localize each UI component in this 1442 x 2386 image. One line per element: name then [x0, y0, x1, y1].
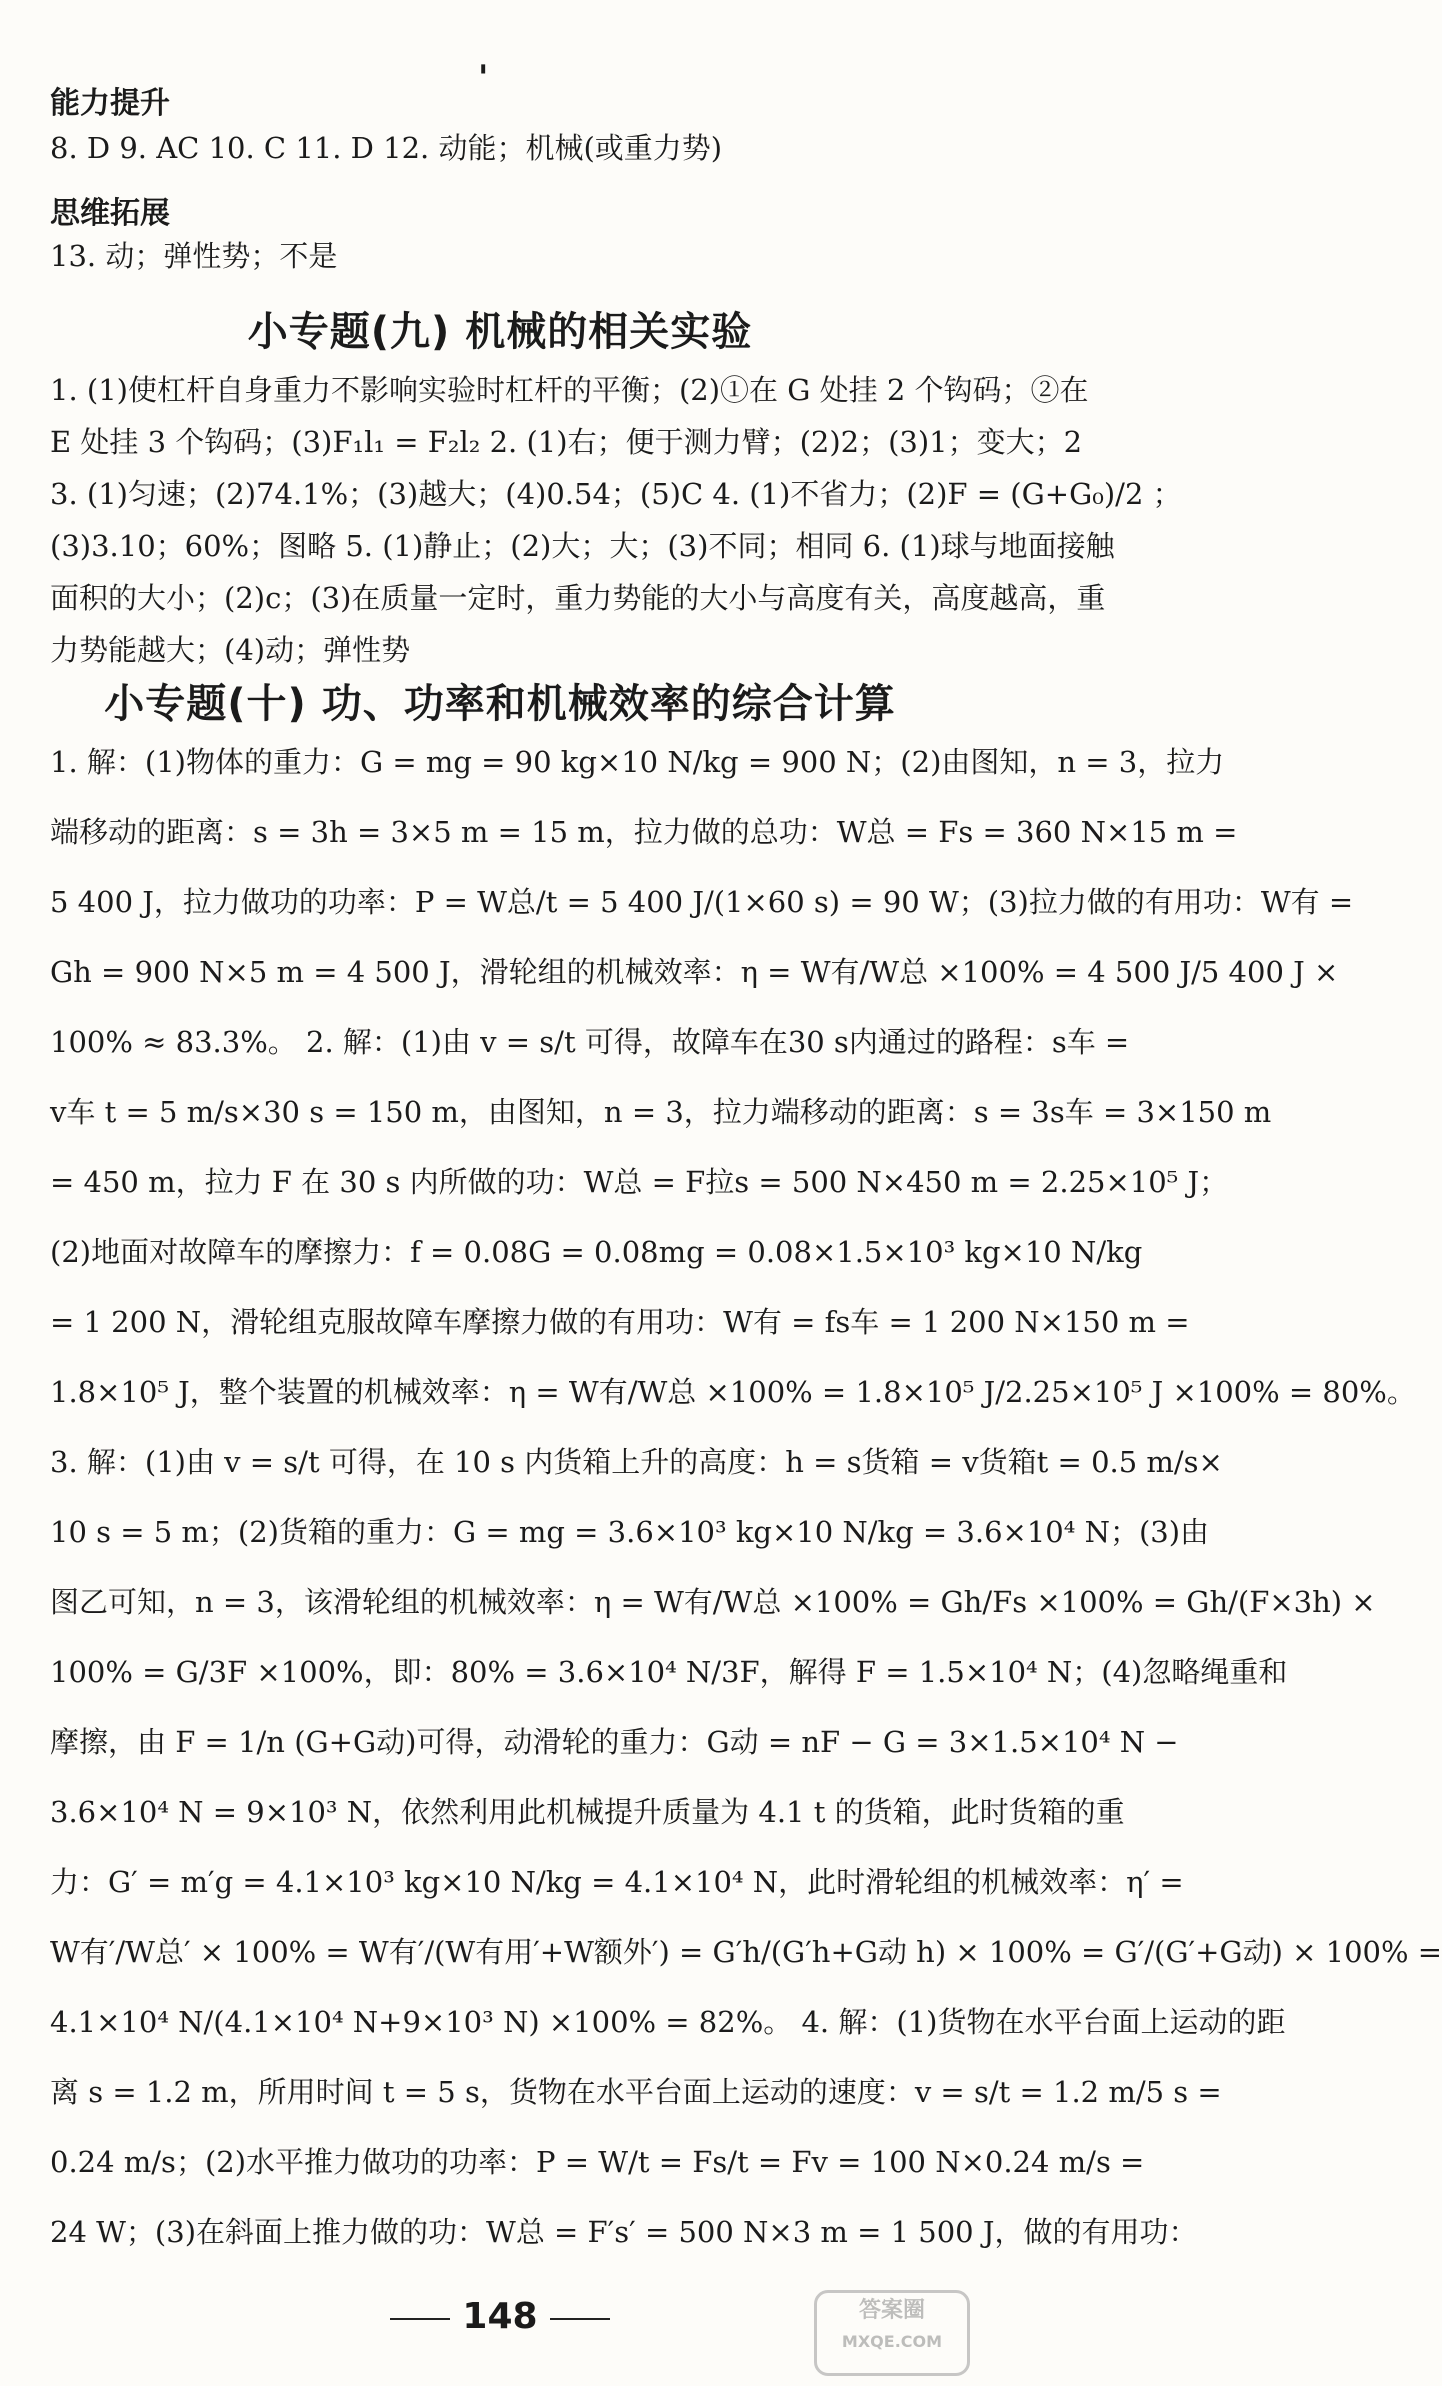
- topic10-title: 小专题(十) 功、功率和机械效率的综合计算: [104, 681, 896, 727]
- watermark-logo: 答案圈 MXQE.COM: [814, 2290, 970, 2376]
- topic10-line: 力：G′ = m′g = 4.1×10³ kg×10 N/kg = 4.1×10⁴ N，此时滑轮组的机械效率：η′ =: [50, 1865, 1184, 1899]
- topic9-line: 面积的大小；(2)c；(3)在质量一定时，重力势能的大小与高度有关，高度越高，重: [50, 581, 1106, 615]
- topic10-line: = 450 m，拉力 F 在 30 s 内所做的功：W总 = F拉s = 500 N×450 m = 2.25×10⁵ J；: [50, 1165, 1229, 1199]
- topic10-line: 100% = G/3F ×100%，即：80% = 3.6×10⁴ N/3F，解得 F = 1.5×10⁴ N；(4)忽略绳重和: [50, 1655, 1288, 1689]
- topic10-line: 摩擦，由 F = 1/n (G+G动)可得，动滑轮的重力：G动 = nF − G = 3×1.5×10⁴ N −: [50, 1725, 1179, 1759]
- topic9-line: 1. (1)使杠杆自身重力不影响实验时杠杆的平衡；(2)①在 G 处挂 2 个钩码；②在: [50, 373, 1089, 407]
- topic10-line: 4.1×10⁴ N/(4.1×10⁴ N+9×10³ N) ×100% = 82%。 4. 解：(1)货物在水平台面上运动的距: [50, 2005, 1286, 2039]
- ability-answers: 8. D 9. AC 10. C 11. D 12. 动能；机械(或重力势): [50, 131, 723, 165]
- topic9-title: 小专题(九) 机械的相关实验: [247, 309, 753, 355]
- topic9-line: (3)3.10；60%；图略 5. (1)静止；(2)大；大；(3)不同；相同 6. (1)球与地面接触: [50, 529, 1115, 563]
- footer-dash-right: [550, 2318, 610, 2320]
- topic10-line: 3. 解：(1)由 v = s/t 可得，在 10 s 内货箱上升的高度：h = s货箱 = v货箱t = 0.5 m/s×: [50, 1445, 1223, 1479]
- topic10-line: = 1 200 N，滑轮组克服故障车摩擦力做的有用功：W有 = fs车 = 1 200 N×150 m =: [50, 1305, 1190, 1339]
- topic10-line: 5 400 J，拉力做功的功率：P = W总/t = 5 400 J/(1×60 s) = 90 W；(3)拉力做的有用功：W有 =: [50, 885, 1354, 919]
- top-mark: ': [478, 58, 489, 98]
- thinking-answer: 13. 动；弹性势；不是: [50, 239, 338, 273]
- topic9-line: 3. (1)匀速；(2)74.1%；(3)越大；(4)0.54；(5)C 4. (1)不省力；(2)F = (G+G₀)/2 ；: [50, 477, 1182, 511]
- topic9-line: 力势能越大；(4)动；弹性势: [50, 633, 411, 667]
- topic10-line: 24 W；(3)在斜面上推力做的功：W总 = F′s′ = 500 N×3 m = 1 500 J，做的有用功：: [50, 2215, 1198, 2249]
- topic10-line: 100% ≈ 83.3%。 2. 解：(1)由 v = s/t 可得，故障车在30 s内通过的路程：s车 =: [50, 1025, 1130, 1059]
- topic10-line: Gh = 900 N×5 m = 4 500 J，滑轮组的机械效率：η = W有/W总 ×100% = 4 500 J/5 400 J ×: [50, 955, 1339, 989]
- section-thinking-label: 思维拓展: [50, 196, 170, 231]
- topic10-line: (2)地面对故障车的摩擦力：f = 0.08G = 0.08mg = 0.08×1.5×10³ kg×10 N/kg: [50, 1235, 1143, 1269]
- topic10-line: 1.8×10⁵ J，整个装置的机械效率：η = W有/W总 ×100% = 1.8×10⁵ J/2.25×10⁵ J ×100% = 80%。: [50, 1375, 1416, 1409]
- topic10-line: 1. 解：(1)物体的重力：G = mg = 90 kg×10 N/kg = 900 N；(2)由图知，n = 3，拉力: [50, 745, 1225, 779]
- topic10-line: 3.6×10⁴ N = 9×10³ N，依然利用此机械提升质量为 4.1 t 的货箱，此时货箱的重: [50, 1795, 1125, 1829]
- topic10-line: 离 s = 1.2 m，所用时间 t = 5 s，货物在水平台面上运动的速度：v = s/t = 1.2 m/5 s =: [50, 2075, 1222, 2109]
- topic10-line: v车 t = 5 m/s×30 s = 150 m，由图知，n = 3，拉力端移动的距离：s = 3s车 = 3×150 m: [50, 1095, 1272, 1129]
- topic10-line: W有′/W总′ × 100% = W有′/(W有用′+W额外′) = G′h/(G′h+G动 h) × 100% = G′/(G′+G动) × 100% =: [50, 1935, 1442, 1969]
- section-ability-label: 能力提升: [50, 86, 170, 121]
- topic10-line: 0.24 m/s；(2)水平推力做功的功率：P = W/t = Fs/t = Fv = 100 N×0.24 m/s =: [50, 2145, 1145, 2179]
- topic10-line: 端移动的距离：s = 3h = 3×5 m = 15 m，拉力做的总功：W总 = Fs = 360 N×15 m =: [50, 815, 1238, 849]
- topic10-line: 10 s = 5 m；(2)货箱的重力：G = mg = 3.6×10³ kg×10 N/kg = 3.6×10⁴ N；(3)由: [50, 1515, 1210, 1549]
- topic9-line: E 处挂 3 个钩码；(3)F₁l₁ = F₂l₂ 2. (1)右；便于测力臂；(2)2；(3)1；变大；2: [50, 425, 1083, 459]
- topic10-line: 图乙可知，n = 3，该滑轮组的机械效率：η = W有/W总 ×100% = Gh/Fs ×100% = Gh/(F×3h) ×: [50, 1585, 1376, 1619]
- page-number: 148: [462, 2296, 538, 2337]
